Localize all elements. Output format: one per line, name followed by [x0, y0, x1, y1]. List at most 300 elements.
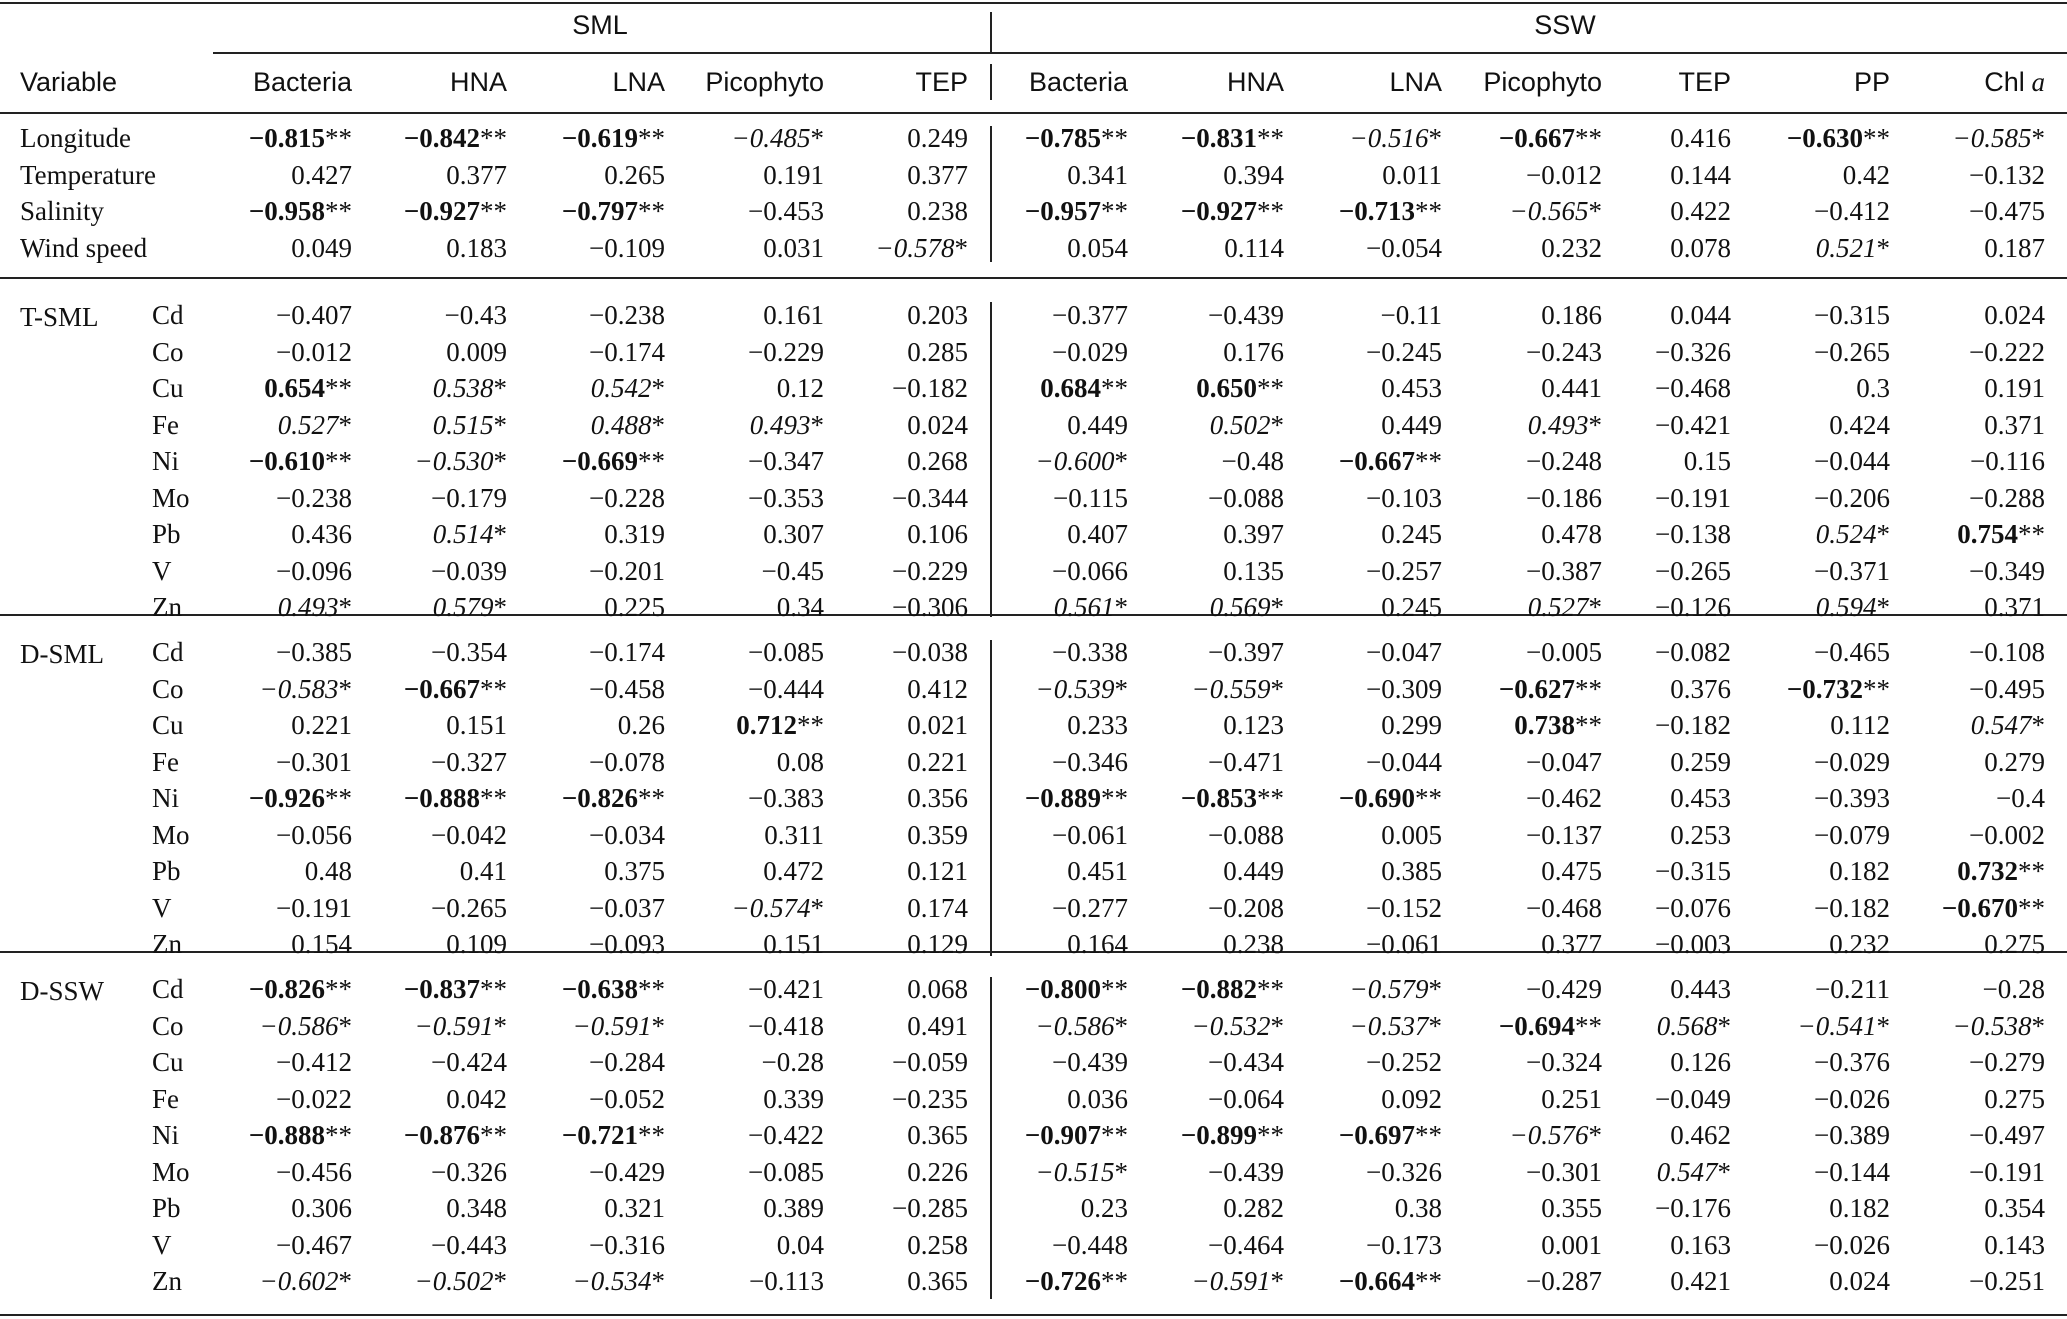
significance-mark: ** [480, 783, 507, 813]
table-cell [978, 1083, 1128, 1115]
cell-value: −0.049 [1655, 1083, 1731, 1114]
column-header: Picophyto [1483, 67, 1602, 97]
cell-value: −0.005 [1526, 637, 1602, 667]
cell-value: 0.009 [446, 336, 507, 367]
cell-value: −0.324 [1526, 1047, 1602, 1077]
significance-mark: ** [1257, 196, 1284, 226]
cell-value: −0.439 [1208, 300, 1284, 330]
table-cell [818, 1192, 968, 1224]
cell-value: −0.471 [1208, 746, 1284, 777]
cell-value: −0.732 [1786, 673, 1863, 704]
cell-value: −0.385 [276, 637, 352, 667]
table-cell [1895, 372, 2045, 404]
cell-value: 0.371 [1984, 409, 2045, 440]
table-cell [515, 1156, 665, 1188]
table-cell [1581, 1229, 1731, 1261]
table-cell [1134, 855, 1284, 887]
significance-mark: ** [1257, 974, 1284, 1004]
table-cell [1452, 636, 1602, 668]
cell-value: 0.251 [1541, 1083, 1602, 1114]
table-cell [202, 1156, 352, 1188]
cell-value: 0.238 [1223, 929, 1284, 959]
column-header: HNA [1226, 67, 1284, 97]
table-cell [1581, 232, 1731, 264]
cell-value: 0.376 [1670, 673, 1731, 704]
table-cell [515, 159, 665, 191]
cell-value: −0.088 [1208, 482, 1284, 513]
cell-value: 0.23 [1080, 1193, 1128, 1223]
table-cell [515, 819, 665, 851]
table-cell [1740, 445, 1890, 477]
cell-value: 0.568 [1656, 1010, 1718, 1041]
table-cell [357, 299, 507, 331]
cell-value: −0.326 [1366, 1156, 1442, 1187]
significance-mark: * [651, 1010, 665, 1041]
cell-value: −0.174 [589, 336, 665, 367]
column-header: Bacteria [1028, 67, 1128, 97]
table-cell [202, 782, 352, 814]
column-header: HNA [449, 67, 507, 97]
table-cell [1895, 555, 2045, 587]
table-cell [202, 855, 352, 887]
cell-value: −0.285 [892, 1193, 968, 1223]
table-cell [1581, 195, 1731, 227]
table-cell [674, 555, 824, 587]
cell-value: −0.957 [1024, 196, 1101, 226]
table-cell [1895, 1083, 2045, 1115]
cell-value: −0.516 [1349, 123, 1429, 153]
table-cell [1452, 122, 1602, 154]
significance-mark: ** [480, 123, 507, 153]
significance-mark: ** [480, 196, 507, 226]
table-cell [1740, 409, 1890, 441]
table-cell [357, 591, 507, 623]
table-cell [1292, 518, 1442, 550]
row-label: Cd [152, 300, 184, 330]
table-cell [1134, 122, 1284, 154]
table-cell [357, 232, 507, 264]
cell-value: −0.389 [1814, 1120, 1890, 1150]
cell-value: −0.265 [1655, 555, 1731, 586]
table-cell [202, 746, 352, 778]
cell-value: 0.245 [1381, 519, 1442, 549]
row-label: Zn [152, 1266, 182, 1296]
table-cell [1134, 445, 1284, 477]
table-cell [1452, 746, 1602, 778]
table-cell [1134, 591, 1284, 623]
cell-value: −0.475 [1969, 196, 2045, 226]
cell-value: −0.497 [1969, 1120, 2045, 1150]
cell-value: −0.627 [1498, 673, 1575, 704]
table-cell [1134, 518, 1284, 550]
table-cell [818, 1083, 968, 1115]
cell-value: −0.182 [1814, 892, 1890, 923]
cell-value: −0.174 [589, 637, 665, 667]
table-cell [357, 1083, 507, 1115]
table-cell [357, 1192, 507, 1224]
cell-value: −0.831 [1180, 123, 1257, 153]
table-cell [978, 782, 1128, 814]
table-cell [1292, 973, 1442, 1005]
cell-value: 0.41 [459, 856, 507, 886]
cell-value: −0.327 [431, 746, 507, 777]
significance-mark: * [1114, 1010, 1128, 1041]
table-cell [1895, 518, 2045, 550]
cell-value: 0.475 [1541, 856, 1602, 886]
table-cell [674, 782, 824, 814]
table-cell [1292, 1265, 1442, 1297]
cell-value: −0.412 [276, 1047, 352, 1077]
table-cell [1895, 928, 2045, 960]
table-cell [674, 1046, 824, 1078]
table-cell [978, 709, 1128, 741]
cell-value: −0.664 [1338, 1266, 1415, 1296]
cell-value: 0.348 [446, 1193, 507, 1223]
cell-value: −0.003 [1655, 929, 1731, 959]
cell-value: 0.12 [776, 373, 824, 403]
table-cell [1740, 232, 1890, 264]
significance-mark: ** [325, 373, 352, 403]
table-rule [0, 277, 2067, 279]
table-cell [202, 372, 352, 404]
table-cell [978, 555, 1128, 587]
table-cell [202, 482, 352, 514]
table-cell [818, 892, 968, 924]
cell-value: −0.532 [1191, 1010, 1271, 1041]
cell-value: 0.407 [1067, 519, 1128, 549]
cell-value: −0.228 [589, 482, 665, 513]
cell-value: −0.059 [892, 1047, 968, 1077]
cell-value: 0.561 [1053, 592, 1115, 622]
cell-value: 0.389 [763, 1193, 824, 1223]
significance-mark: * [1270, 1266, 1284, 1296]
cell-value: −0.371 [1814, 555, 1890, 586]
table-cell [1895, 855, 2045, 887]
table-cell [202, 122, 352, 154]
cell-value: −0.800 [1024, 974, 1101, 1004]
table-cell [1134, 372, 1284, 404]
sml-header: SML [572, 10, 628, 40]
column-header: Picophyto [705, 67, 824, 97]
cell-value: −0.108 [1969, 637, 2045, 667]
cell-value: 0.453 [1381, 373, 1442, 403]
table-cell [818, 782, 968, 814]
significance-mark: ** [1101, 783, 1128, 813]
table-cell [978, 482, 1128, 514]
row-label: Co [152, 336, 184, 367]
significance-mark: ** [1101, 974, 1128, 1004]
cell-value: 0.422 [1670, 196, 1731, 226]
table-cell [978, 409, 1128, 441]
cell-value: 0.365 [907, 1120, 968, 1150]
cell-value: −0.182 [892, 373, 968, 403]
table-cell [1895, 445, 2045, 477]
cell-value: 0.143 [1984, 1229, 2045, 1260]
cell-value: −0.713 [1338, 196, 1415, 226]
table-cell [1740, 1083, 1890, 1115]
table-cell [1895, 1265, 2045, 1297]
table-cell [202, 892, 352, 924]
cell-value: −0.191 [276, 892, 352, 923]
table-cell [202, 591, 352, 623]
significance-mark: * [651, 409, 665, 440]
table-cell [202, 195, 352, 227]
significance-mark: * [1114, 592, 1128, 622]
cell-value: 0.48 [304, 856, 352, 886]
cell-value: −0.044 [1814, 446, 1890, 476]
significance-mark: ** [325, 446, 352, 476]
table-cell [1740, 1229, 1890, 1261]
row-label: Fe [152, 409, 179, 440]
table-cell [202, 1010, 352, 1042]
cell-value: 0.182 [1829, 856, 1890, 886]
cell-value: −0.229 [892, 555, 968, 586]
cell-value: 0.225 [604, 592, 665, 622]
cell-value: −0.173 [1366, 1229, 1442, 1260]
cell-value: 0.451 [1067, 856, 1128, 886]
table-cell [1452, 445, 1602, 477]
table-cell [1452, 1229, 1602, 1261]
table-cell [978, 299, 1128, 331]
cell-value: 0.203 [907, 300, 968, 330]
cell-value: −0.541 [1797, 1010, 1877, 1041]
table-cell [1895, 1119, 2045, 1151]
cell-value: −0.28 [761, 1047, 824, 1077]
cell-value: 0.226 [907, 1156, 968, 1187]
table-cell [202, 555, 352, 587]
table-cell [978, 122, 1128, 154]
cell-value: 0.371 [1984, 592, 2045, 622]
table-cell [1452, 518, 1602, 550]
table-cell [1581, 518, 1731, 550]
significance-mark: * [810, 409, 824, 440]
cell-value: 0.579 [432, 592, 494, 622]
significance-mark: * [1428, 123, 1442, 153]
table-cell [1452, 195, 1602, 227]
cell-value: 0.493 [1527, 409, 1589, 440]
table-cell [1740, 591, 1890, 623]
cell-value: −0.038 [892, 637, 968, 667]
table-cell [1292, 232, 1442, 264]
cell-value: −0.667 [403, 673, 480, 704]
table-cell [357, 409, 507, 441]
table-cell [674, 299, 824, 331]
table-cell [1581, 555, 1731, 587]
table-cell [515, 518, 665, 550]
table-cell [1452, 1265, 1602, 1297]
cell-value: −0.052 [589, 1083, 665, 1114]
table-cell [1581, 855, 1731, 887]
table-cell [357, 1010, 507, 1042]
table-cell [202, 928, 352, 960]
variable-header: Variable [20, 67, 118, 97]
table-cell [674, 636, 824, 668]
cell-value: −0.054 [1366, 232, 1442, 263]
cell-value: 0.249 [907, 123, 968, 153]
table-cell [818, 673, 968, 705]
cell-value: −0.465 [1814, 637, 1890, 667]
table-cell [357, 1265, 507, 1297]
table-cell [357, 159, 507, 191]
cell-value: −0.927 [1180, 196, 1257, 226]
significance-mark: ** [1257, 123, 1284, 153]
cell-value: −0.093 [589, 929, 665, 959]
table-cell [1452, 1046, 1602, 1078]
table-cell [357, 709, 507, 741]
significance-mark: ** [1863, 123, 1890, 153]
significance-mark: ** [638, 974, 665, 1004]
cell-value: −0.182 [1655, 710, 1731, 740]
cell-value: 0.502 [1209, 409, 1271, 440]
table-cell [1134, 195, 1284, 227]
cell-value: −0.243 [1526, 336, 1602, 367]
cell-value: −0.211 [1815, 974, 1890, 1004]
table-cell [515, 928, 665, 960]
table-cell [1895, 709, 2045, 741]
table-cell [1452, 1083, 1602, 1115]
significance-mark: ** [1257, 1120, 1284, 1150]
cell-value: −0.115 [1053, 482, 1128, 513]
cell-value: −0.206 [1814, 482, 1890, 513]
significance-mark: ** [1415, 1266, 1442, 1296]
cell-value: −0.347 [748, 446, 824, 476]
table-cell [1581, 1156, 1731, 1188]
cell-value: −0.670 [1941, 892, 2018, 923]
table-cell [818, 122, 968, 154]
table-cell [674, 892, 824, 924]
cell-value: −0.583 [259, 673, 339, 704]
cell-value: 0.449 [1381, 409, 1442, 440]
cell-value: 0.031 [763, 232, 824, 263]
table-cell [1895, 1229, 2045, 1261]
cell-value: 0.515 [432, 409, 494, 440]
table-cell [1452, 855, 1602, 887]
cell-value: 0.187 [1984, 232, 2045, 263]
table-cell [202, 636, 352, 668]
row-label: Mo [152, 482, 190, 513]
table-cell [1292, 1229, 1442, 1261]
table-cell [818, 973, 968, 1005]
cell-value: 0.191 [1984, 373, 2045, 403]
cell-value: −0.785 [1024, 123, 1101, 153]
cell-value: −0.344 [892, 482, 968, 513]
row-label: Cu [152, 1047, 184, 1077]
table-cell [202, 1046, 352, 1078]
row-label: Pb [152, 1193, 181, 1223]
cell-value: 0.732 [1957, 856, 2018, 886]
cell-value: −0.468 [1655, 373, 1731, 403]
cell-value: −0.48 [1221, 446, 1284, 476]
table-cell [515, 673, 665, 705]
cell-value: 0.424 [1829, 409, 1890, 440]
cell-value: 0.253 [1670, 819, 1731, 850]
table-cell [1134, 1229, 1284, 1261]
significance-mark: * [651, 1266, 665, 1296]
significance-mark: ** [1415, 1120, 1442, 1150]
table-cell [1134, 482, 1284, 514]
table-cell [515, 746, 665, 778]
cell-value: 0.527 [277, 409, 339, 440]
significance-mark: * [1876, 1010, 1890, 1041]
table-cell [978, 1010, 1128, 1042]
cell-value: −0.669 [561, 446, 638, 476]
table-cell [818, 709, 968, 741]
cell-value: 0.078 [1670, 232, 1731, 263]
cell-value: 0.011 [1382, 159, 1442, 190]
row-label: Ni [152, 446, 179, 476]
cell-value: 0.08 [776, 746, 824, 777]
table-cell [1895, 746, 2045, 778]
cell-value: −0.138 [1655, 519, 1731, 549]
cell-value: 0.355 [1541, 1193, 1602, 1223]
cell-value: −0.565 [1509, 196, 1589, 226]
table-cell [978, 445, 1128, 477]
significance-mark: * [1270, 592, 1284, 622]
cell-value: −0.927 [403, 196, 480, 226]
table-cell [1452, 819, 1602, 851]
row-label: V [152, 892, 172, 923]
column-header: Chl a [1984, 67, 2045, 97]
cell-value: 0.163 [1670, 1229, 1731, 1260]
cell-value: 0.684 [1040, 373, 1101, 403]
table-cell [1292, 819, 1442, 851]
cell-value: 0.26 [617, 710, 665, 740]
table-cell [1895, 591, 2045, 623]
cell-value: −0.585 [1952, 123, 2032, 153]
significance-mark: * [651, 373, 665, 403]
cell-value: −0.061 [1366, 929, 1442, 959]
cell-value: −0.591 [414, 1010, 494, 1041]
table-cell [978, 636, 1128, 668]
table-cell [1895, 1192, 2045, 1224]
table-cell [357, 892, 507, 924]
cell-value: 0.259 [1670, 746, 1731, 777]
cell-value: −0.591 [1191, 1266, 1271, 1296]
cell-value: 0.339 [763, 1083, 824, 1114]
cell-value: −0.082 [1655, 637, 1731, 667]
table-cell [515, 409, 665, 441]
cell-value: 0.359 [907, 819, 968, 850]
table-cell [818, 1156, 968, 1188]
table-cell [1292, 1156, 1442, 1188]
table-cell [1134, 1083, 1284, 1115]
cell-value: −0.837 [403, 974, 480, 1004]
cell-value: −0.502 [414, 1266, 494, 1296]
cell-value: 0.024 [907, 409, 968, 440]
table-cell [357, 746, 507, 778]
cell-value: 0.547 [1656, 1156, 1718, 1187]
cell-value: −0.265 [431, 892, 507, 923]
table-cell [1134, 1156, 1284, 1188]
cell-value: −0.288 [1969, 482, 2045, 513]
significance-mark: ** [1415, 783, 1442, 813]
table-cell [515, 372, 665, 404]
cell-value: 0.311 [764, 819, 824, 850]
cell-value: −0.610 [248, 446, 325, 476]
table-cell [357, 1156, 507, 1188]
cell-value: −0.797 [561, 196, 638, 226]
cell-value: 0.493 [749, 409, 811, 440]
ssw-header: SSW [1534, 10, 1596, 40]
cell-value: −0.393 [1814, 783, 1890, 813]
table-cell [1895, 232, 2045, 264]
row-label: V [152, 1229, 172, 1260]
cell-value: 0.126 [1670, 1047, 1731, 1077]
table-cell [202, 299, 352, 331]
table-cell [1740, 299, 1890, 331]
table-cell [1452, 1010, 1602, 1042]
cell-value: −0.638 [561, 974, 638, 1004]
